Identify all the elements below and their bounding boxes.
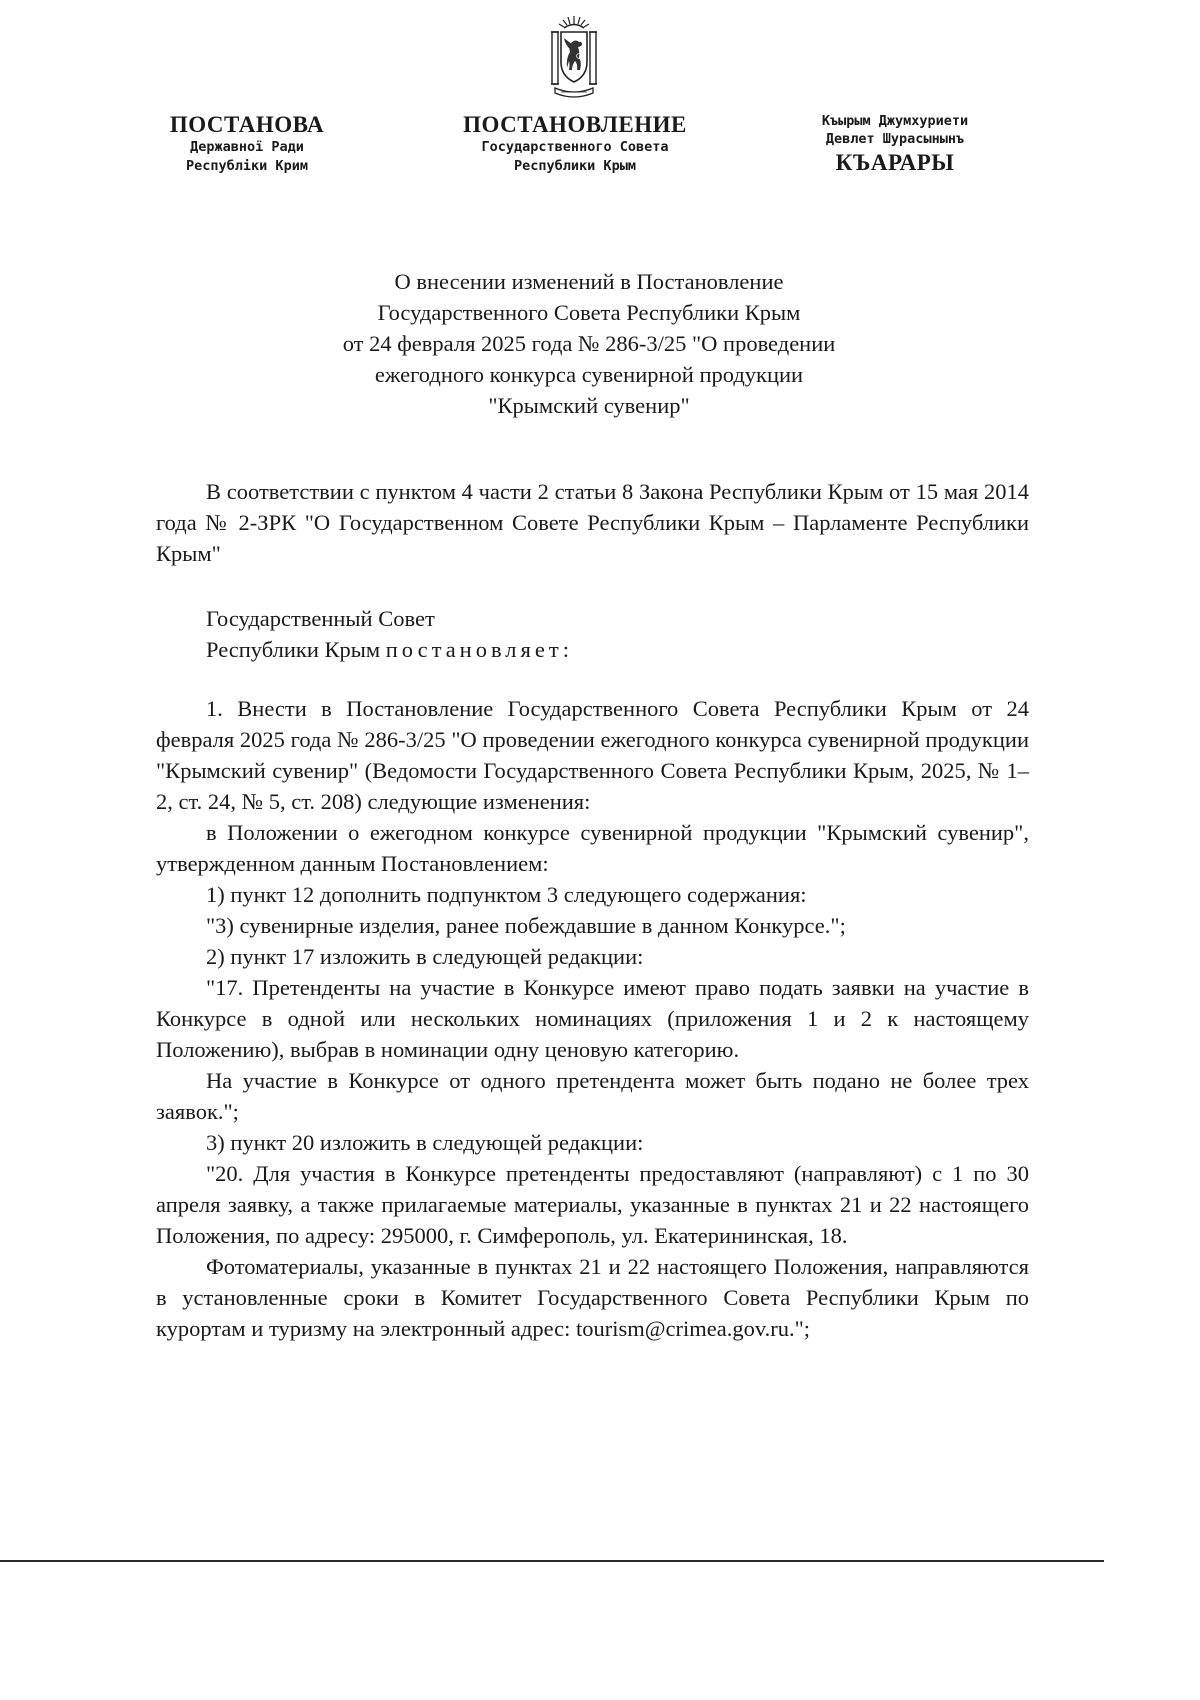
- council-line-1: Государственный Совет: [206, 606, 435, 631]
- paragraph-subitem-3: 3) пункт 20 изложить в следующей редакции:: [206, 1130, 644, 1155]
- council-line-2-prefix: Республики Крым: [206, 637, 386, 662]
- header-right-line2: Девлет Шурасынынъ: [825, 131, 965, 147]
- header-right-line1: Къырым Джумхуриети: [821, 113, 969, 129]
- council-resolves: постановляет:: [385, 637, 573, 662]
- header-center-line1: Государственного Совета: [481, 139, 669, 155]
- header-ukrainian: [132, 112, 362, 176]
- document-title: [200, 266, 978, 421]
- header-left-line1: Державної Ради: [190, 139, 304, 155]
- council-line-2: [156, 634, 1029, 665]
- header-left-title: ПОСТАНОВА: [169, 112, 325, 137]
- paragraph-photo-materials: Фотоматериалы, указанные в пунктах 21 и 22 настоящего Положения, направляются в установленные сроки в Комитет Государственного Совета Республики Крым по курортам и туризму на электронный адрес: tourism@crimea.gov.ru.";: [156, 1254, 1029, 1341]
- paragraph-subitem-1-text: "3) сувенирные изделия, ранее побеждавшие в данном Конкурсе.";: [206, 913, 846, 938]
- scan-bottom-edge: [0, 1560, 1104, 1562]
- header-right-title: КЪАРАРЫ: [835, 150, 955, 175]
- paragraph-point-20: "20. Для участия в Конкурсе претенденты предоставляют (направляют) с 1 по 30 апреля заявку, а также прилагаемые материалы, указанные в пунктах 21 и 22 настоящего Положения, по адресу: 295000, г. Симферополь, ул. Екатерининская, 18.: [156, 1161, 1029, 1248]
- title-line: О внесении изменений в Постановление: [394, 269, 784, 294]
- coat-of-arms-emblem: [549, 12, 599, 100]
- header-left-line2: Республіки Крим: [186, 158, 308, 174]
- document-body: [156, 476, 1029, 1344]
- header-center-line2: Республики Крым: [514, 158, 636, 174]
- header-russian: [430, 112, 720, 176]
- paragraph-regulation-intro: в Положении о ежегодном конкурсе сувенирной продукции "Крымский сувенир", утвержденном данным Постановлением:: [156, 820, 1029, 876]
- paragraph-subitem-1: 1) пункт 12 дополнить подпунктом 3 следующего содержания:: [206, 882, 807, 907]
- paragraph-point-17: "17. Претенденты на участие в Конкурсе имеют право подать заявки на участие в Конкурсе в одной или нескольких номинациях (приложения 1 и 2 к настоящему Положению), выбрав в номинации одну ценовую категорию.: [156, 975, 1029, 1062]
- preamble-paragraph: В соответствии с пунктом 4 части 2 статьи 8 Закона Республики Крым от 15 мая 2014 года № 2-ЗРК "О Государственном Совете Республики Крым – Парламенте Республики Крым": [156, 479, 1029, 566]
- title-line: "Крымский сувенир": [488, 393, 690, 418]
- header-crimean-tatar: [765, 112, 1025, 176]
- header-center-title: ПОСТАНОВЛЕНИЕ: [463, 112, 687, 137]
- title-line: ежегодного конкурса сувенирной продукции: [374, 362, 804, 387]
- paragraph-subitem-2: 2) пункт 17 изложить в следующей редакции:: [206, 944, 644, 969]
- title-line: Государственного Совета Республики Крым: [377, 300, 801, 325]
- paragraph-point-17-limit: На участие в Конкурсе от одного претендента может быть подано не более трех заявок.";: [156, 1068, 1029, 1124]
- title-line: от 24 февраля 2025 года № 286-3/25 "О проведении: [342, 331, 836, 356]
- paragraph-item-1: 1. Внести в Постановление Государственного Совета Республики Крым от 24 февраля 2025 года № 286-3/25 "О проведении ежегодного конкурса сувенирной продукции "Крымский сувенир" (Ведомости Государственного Совета Республики Крым, 2025, № 1–2, ст. 24, № 5, ст. 208) следующие изменения:: [156, 696, 1029, 814]
